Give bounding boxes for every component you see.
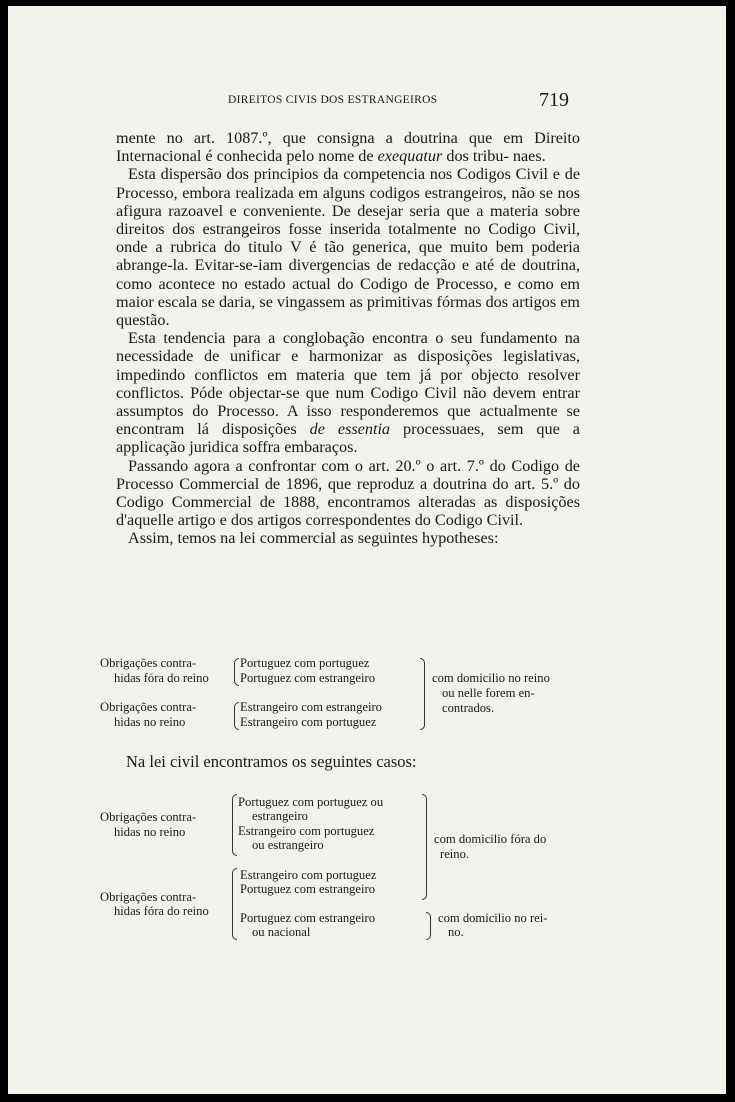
t2-g1-item-2: estrangeiro xyxy=(252,809,308,823)
paragraph-5: Assim, temos na lei commercial as seguintes hypotheses: xyxy=(128,529,499,548)
t2-result2-1: com domicilio no rei- xyxy=(438,911,548,925)
t1-right-brace xyxy=(420,658,425,730)
t2-result2-2: no. xyxy=(448,925,464,939)
t1-g2-brace xyxy=(234,702,239,730)
t2-result1-1: com domicilio fóra do xyxy=(434,832,547,846)
paragraph-2: Esta dispersão dos principios da competencia nos Codigos Civil e de Processo, embora realizada em alguns codigos estrangeiros, não se nos afigura razoavel e conveniente. De desejar seria que a materia sobre direitos dos estrangeiros fosse inserida totalmente no Codigo Civil, onde a rubrica do titulo V é tão generica, que muito bem poderia abrange-la. Evitar-se-iam divergencias de redacção e até de doutrina, como acontece no estado actual do Codigo de Processo, e como em maior escala se daria, se vingassem as primitivas fórmas dos artigos em questão. xyxy=(116,165,580,330)
t1-g1-brace xyxy=(234,658,239,686)
t2-g1-label-1: Obrigações contra- xyxy=(100,810,197,824)
t1-g1-label-1: Obrigações contra- xyxy=(100,656,197,670)
p1-line1: mente no art. 1087.º, que consigna a doutrina que em Direito xyxy=(116,129,580,147)
t1-g2-item-1: Estrangeiro com estrangeiro xyxy=(240,700,382,714)
t1-result-2: ou nelle forem en- xyxy=(442,686,535,700)
t2-g2-item-4: ou nacional xyxy=(252,925,311,939)
header-title: DIREITOS CIVIS DOS ESTRANGEIROS xyxy=(228,94,438,106)
paragraph-1 xyxy=(116,129,580,165)
t2-result1-2: reino. xyxy=(440,847,470,861)
t1-g2-label-1: Obrigações contra- xyxy=(100,700,197,714)
t1-g1-item-2: Portuguez com estrangeiro xyxy=(240,671,375,685)
p1-line2: Internacional é conhecida pelo nome de xyxy=(116,147,378,166)
civil-law-heading: Na lei civil encontramos os seguintes casos: xyxy=(126,752,417,771)
t2-g1-item-1: Portuguez com portuguez ou xyxy=(238,795,384,809)
t2-g1-item-3: Estrangeiro com portuguez xyxy=(238,824,375,838)
t2-g1-label-2: hidas no reino xyxy=(114,825,186,839)
p3-text-a: Esta tendencia para a conglobação encontra o seu fundamento na necessidade de unificar e harmonizar as disposições legislativas, impedindo conflictos em materia que tem já por objecto resolver conflictos. Póde objectar-se que num Codigo Civil não devem entrar assumptos do Processo. A isso responderemos que actualmente se encontram lá disposições xyxy=(116,329,580,439)
t2-g2-label-2: hidas fóra do reino xyxy=(114,904,209,918)
paragraph-3 xyxy=(116,329,580,456)
running-header xyxy=(8,89,726,116)
p3-italic: de essentia xyxy=(309,420,391,439)
t2-g2-label-1: Obrigações contra- xyxy=(100,890,197,904)
paragraph-4: Passando agora a confrontar com o art. 20.º o art. 7.º do Codigo de Processo Commercial de 1896, que reproduz a doutrina do art. 5.º do Codigo Commercial de 1888, encontramos alteradas as disposições d'aquelle artigo e dos artigos correspondentes do Codigo Civil. xyxy=(116,456,580,530)
t2-g1-brace xyxy=(232,794,237,856)
t1-result-1: com domicilio no reino xyxy=(432,671,550,685)
t2-g2-brace xyxy=(232,868,237,940)
t2-right-brace-1 xyxy=(422,794,427,900)
p1-italic: exequatur xyxy=(377,147,443,166)
book-page xyxy=(8,6,726,1094)
t1-result-3: contrados. xyxy=(442,701,495,715)
t1-g2-item-2: Estrangeiro com portuguez xyxy=(240,715,377,729)
t1-g2-label-2: hidas no reino xyxy=(114,715,186,729)
body-text xyxy=(116,129,580,548)
t2-g2-item-1: Estrangeiro com portuguez xyxy=(240,868,377,882)
p3-text-b: processuaes, sem que a applicação juridica soffra embaraços. xyxy=(116,420,580,457)
p1-line3: naes. xyxy=(512,147,546,166)
t2-right-brace-2 xyxy=(426,912,431,940)
t1-g1-label-2: hidas fóra do reino xyxy=(114,671,209,685)
t2-g1-item-4: ou estrangeiro xyxy=(252,838,324,852)
t2-g2-item-3: Portuguez com estrangeiro xyxy=(240,911,375,925)
p1-line2b: dos tribu- xyxy=(442,147,509,166)
t1-g1-item-1: Portuguez com portuguez xyxy=(240,656,370,670)
t2-g2-item-2: Portuguez com estrangeiro xyxy=(240,882,375,896)
page-number: 719 xyxy=(539,89,569,111)
